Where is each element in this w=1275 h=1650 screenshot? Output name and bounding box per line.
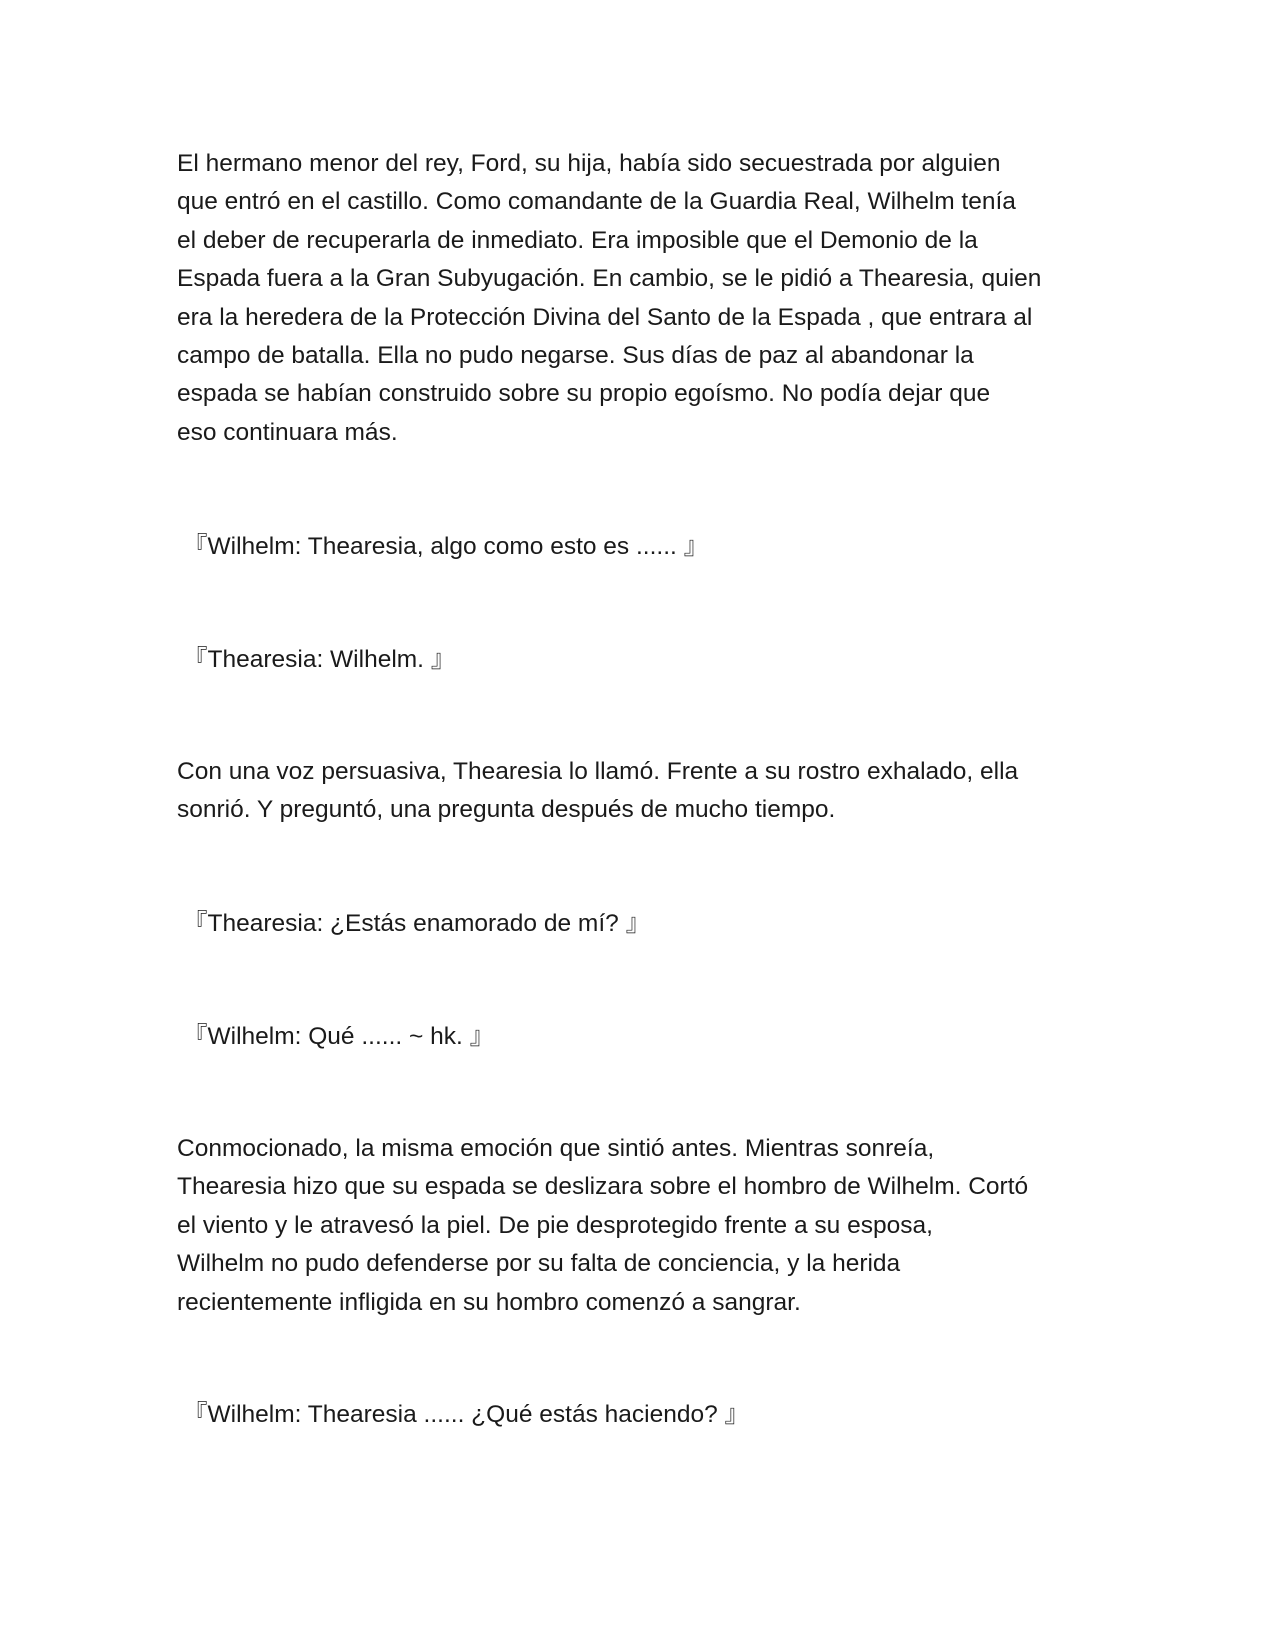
dialogue-line-2: 『Thearesia: Wilhelm. 』: [183, 646, 456, 673]
dialogue-line-1: 『Wilhelm: Thearesia, algo como esto es ...... 』: [183, 533, 709, 560]
paragraph-line: espada se habían construido sobre su propio egoísmo. No podía dejar que: [177, 380, 991, 408]
paragraph-line: el viento y le atravesó la piel. De pie desprotegido frente a su esposa,: [177, 1211, 933, 1239]
paragraph-line: El hermano menor del rey, Ford, su hija, había sido secuestrada por alguien: [177, 150, 1001, 177]
paragraph-line: Wilhelm no pudo defenderse por su falta de conciencia, y la herida: [177, 1250, 901, 1278]
paragraph-line: Conmocionado, la misma emoción que sintió antes. Mientras sonreía,: [177, 1135, 935, 1162]
paragraph-line: era la heredera de la Protección Divina del Santo de la Espada , que entrara al: [177, 303, 1033, 331]
paragraph-2: [177, 753, 1107, 830]
paragraph-3: [177, 1130, 1107, 1322]
paragraph-line: Con una voz persuasiva, Thearesia lo llamó. Frente a su rostro exhalado, ella: [177, 758, 1019, 785]
dialogue-line-5: 『Wilhelm: Thearesia ...... ¿Qué estás haciendo? 』: [183, 1401, 750, 1428]
paragraph-line: Espada fuera a la Gran Subyugación. En cambio, se le pidió a Thearesia, quien: [177, 265, 1042, 293]
dialogue-line-4: 『Wilhelm: Qué ...... ~ hk. 』: [183, 1023, 495, 1050]
paragraph-line: campo de batalla. Ella no pudo negarse. Sus días de paz al abandonar la: [177, 342, 974, 370]
dialogue-line-3: 『Thearesia: ¿Estás enamorado de mí? 』: [183, 910, 651, 937]
paragraph-line: recientemente infligida en su hombro comenzó a sangrar.: [177, 1288, 801, 1316]
paragraph-line: sonrió. Y preguntó, una pregunta después de mucho tiempo.: [177, 796, 836, 824]
paragraph-line: que entró en el castillo. Como comandante de la Guardia Real, Wilhelm tenía: [177, 188, 1016, 216]
paragraph-1: [177, 145, 1107, 452]
paragraph-line: el deber de recuperarla de inmediato. Era imposible que el Demonio de la: [177, 226, 978, 254]
paragraph-line: Thearesia hizo que su espada se deslizara sobre el hombro de Wilhelm. Cortó: [177, 1173, 1029, 1201]
paragraph-line: eso continuara más.: [177, 418, 398, 446]
